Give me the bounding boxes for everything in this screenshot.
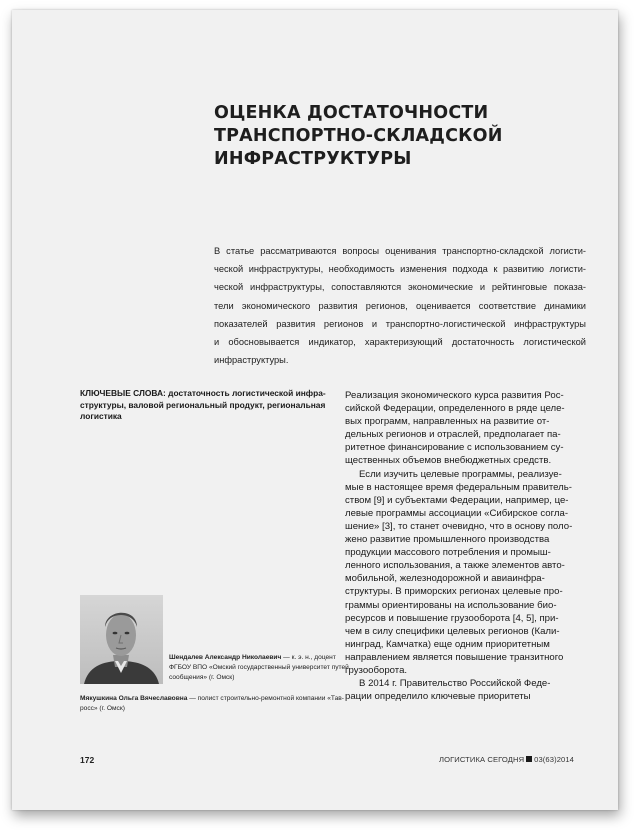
body-line: ством [9] и субъектами Федерации, например, це- [345,494,569,506]
author-photo [80,595,163,684]
body-line: щественных объемов внебюджетных средств. [345,455,552,467]
body-line: ресурсов и повышение грузооборота [4, 5], при- [345,612,559,624]
body-line: В 2014 г. Правительство Российской Феде- [359,678,551,690]
body-line: граммы ориентированы на использование био- [345,599,557,611]
author-1-line: ФГБОУ ВПО «Омский государственный университет путей [169,664,349,671]
title-line: ОЦЕНКА ДОСТАТОЧНОСТИ [214,103,489,123]
author-2-name: Мякушкина Ольга Вячеславовна [80,695,188,702]
keywords-line: структуры, валовой региональный продукт, региональная [80,399,326,410]
body-line: Реализация экономического курса развития Рос- [345,390,564,401]
body-line: грузооборота. [345,664,408,676]
body-line: направлением является повышение транзитного [345,651,564,663]
author-2-line: — полист строительно-ремонтной компании «Тав- [187,695,344,702]
page-number: 172 [80,755,95,765]
article-abstract [214,242,586,369]
body-line: вых программ, направленных на развитие от- [345,416,550,428]
abstract-line: В статье рассматриваются вопросы оценивания транспортно-складской логисти- [214,246,586,256]
body-line: рации определило ключевые приоритеты [345,691,531,703]
body-line: левые программы ассоциации «Сибирское согла- [345,507,569,519]
article-title [214,102,574,171]
abstract-line: тели экономического развития регионов, оценивается соответствие динамики [214,300,586,311]
body-line: структуры. В приморских регионах целевые про- [345,586,563,598]
journal-page [12,10,618,810]
abstract-line: инфраструктуры. [214,355,289,366]
author-1-name: Шендалев Александр Николаевич [169,654,282,661]
article-body [345,389,585,703]
body-line: чем в силу специфики целевых регионов (Кали- [345,625,560,637]
author-1-line: — к. э. н., доцент [281,654,336,661]
author-2-credit [80,694,344,714]
body-line: нинград, Камчатка) еще одним приоритетным [345,638,550,650]
square-separator-icon [526,756,532,762]
keywords-block [80,388,326,423]
keywords-line: КЛЮЧЕВЫЕ СЛОВА: достаточность логистической инфра- [80,388,326,398]
abstract-line: показателей развития регионов и транспортно-логистической инфраструктуры [214,318,586,329]
body-line: Если изучить целевые программы, реализуе- [359,468,562,480]
body-line: шение» [3], то станет очевидно, что в основу поло- [345,520,573,532]
body-line: сийской Федерации, определенного в ряде целе- [345,403,565,415]
title-line: ИНФРАСТРУКТУРЫ [214,149,412,169]
keywords-line: логистика [80,411,122,421]
abstract-line: ческой инфраструктуры, необходимость изменения подхода к развитию логисти- [214,264,586,275]
journal-footer [439,755,574,764]
title-line: ТРАНСПОРТНО-СКЛАДСКОЙ [214,126,503,146]
abstract-line: ческой инфраструктуры, сопоставляются экономические и рейтинговые показа- [214,282,586,293]
body-line: дельных регионов и отраслей, предполагает па- [345,429,561,441]
journal-name: ЛОГИСТИКА СЕГОДНЯ [438,755,525,764]
author-1-credit [169,653,349,683]
body-line: ритетное финансирование с использованием су- [345,442,564,454]
body-line: мые в настоящее время федеральным правитель- [345,481,572,493]
author-2-line: росс» (г. Омск) [80,705,125,712]
body-line: ленного использования, а также элементов авто- [345,560,565,572]
body-line: мобильной, железнодорожной и авиаинфра- [345,573,545,585]
body-line: продукции массового потребления и промыш- [345,547,551,559]
author-1-line: сообщения» (г. Омск) [169,674,235,681]
abstract-line: и обосновывается индикатор, характеризующий достаточность логистической [214,337,586,348]
journal-issue: 03(63)2014 [534,755,574,764]
body-line: жено развитие промышленного производства [345,534,550,546]
